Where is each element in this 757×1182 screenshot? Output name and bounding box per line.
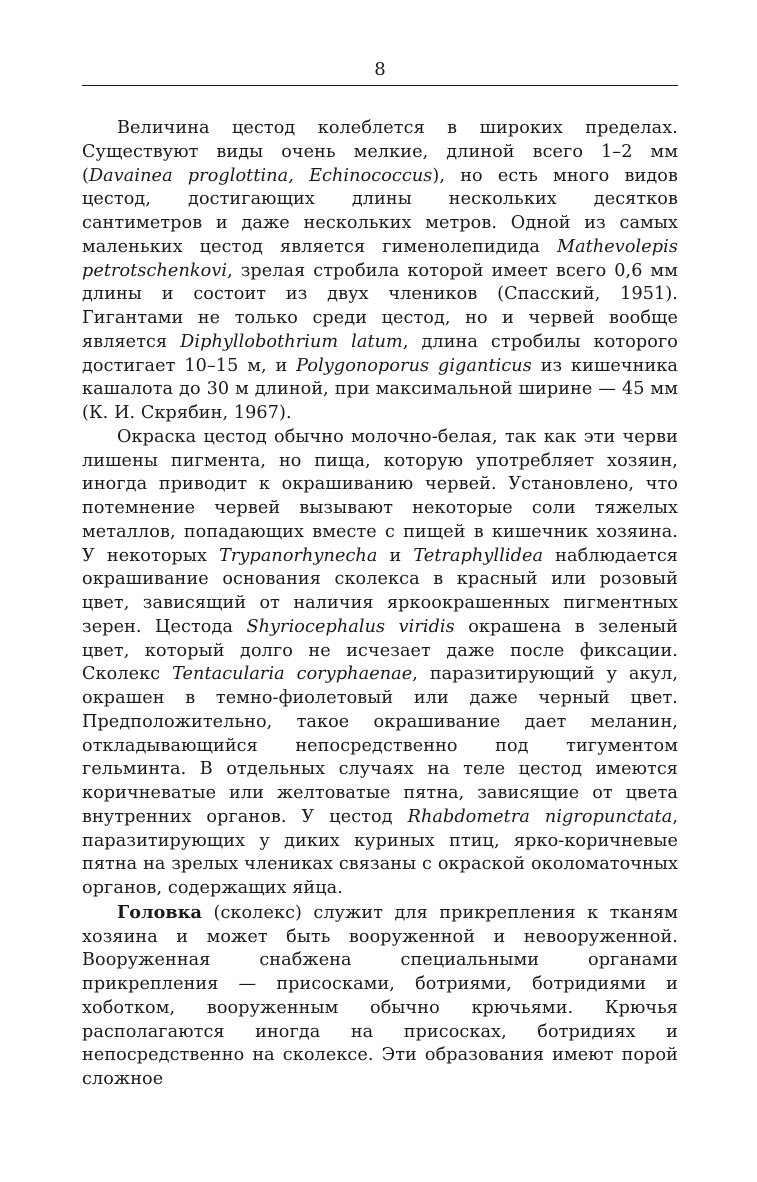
species-name: Rhabdometra nigropunctata [407,806,673,827]
species-name: Davainea proglottina, Echinococcus [88,165,433,186]
text-run: , длина стробилы которого достигает 10–15 м, и [82,331,678,376]
body-text [82,117,678,1092]
species-name: Diphyllobothrium latum [180,331,403,352]
text-run: Окраска цестод обычно молочно-белая, так как эти черви лишены пигмента, но пища, которую употребляет хозяин, иногда приводит к окрашиванию червей. Установлено, что потемнение червей вызывают некоторые соли тяжелых металлов, попадающих вместе с пищей в кишечник хозяина. У некоторых [82,426,678,566]
text-run: Величина цестод колеблется в широких пределах. Существуют виды очень мелкие, длиной всего 1–2 мм ( [82,118,678,186]
text-run: (сколекс) служит для прикрепления к тканям хозяина и может быть вооруженной и невооруженной. Вооруженная снабжена специальными органами прикрепления — присосками, ботриями, ботридиями и хоботком, вооруженным обычно крючьями. Крючья располагаются иногда на присосках, ботридиях и непосредственно на сколексе. Эти образования имеют порой сложное [82,902,678,1089]
header-rule [82,85,678,86]
text-run: наблюдается окрашивание основания сколекса в красный или розовый цвет, зависящий от наличия яркоокрашенных пигментных зерен. Цестода [82,545,679,637]
text-run: ), но есть много видов цестод, достигающих длины нескольких десятков сантиметров и даже нескольких метров. Одной из самых маленьких цестод является гименолепидида [82,165,678,257]
species-name: Trypanorhynecha [219,545,378,566]
paragraph-color [82,426,678,901]
species-name: Polygonoporus giganticus [296,355,532,376]
term-heading: Головка [117,901,203,923]
paragraph-scolex [82,901,678,1092]
species-name: Tentacularia coryphaenae [172,664,413,685]
page-number: 8 [374,59,386,80]
species-name: Mathevolepis petrotschenkovi [82,236,678,281]
species-name: Shyriocephalus viridis [246,616,455,637]
text-run: , паразитирующий у акул, окрашен в темно-фиолетовый или даже черный цвет. Предположительно, такое окрашивание дает меланин, откладывающийся непосредственно под тигументом гельминта. В отдельных случаях на теле цестод имеются коричневатые или желтоватые пятна, зависящие от цвета внутренних органов. У цестод [82,664,679,827]
text-run: , зрелая стробила которой имеет всего 0,6 мм длины и состоит из двух члеников (Спасский, 1951). Гигантами не только среди цестод, но и червей вообще является [82,260,678,352]
species-name: Tetraphyllidea [413,545,544,566]
paragraph-size [82,117,678,426]
text-run: окрашена в зеленый цвет, который долго не исчезает даже после фиксации. Сколекс [82,616,678,685]
text-run: и [377,545,414,566]
text-run: , паразитирующих у диких куриных птиц, ярко-коричневые пятна на зрелых члениках связаны с окраской околоматочных органов, содержащих яйца. [82,806,679,898]
text-run: из кишечника кашалота до 30 м длиной, при максимальной ширине — 45 мм (К. И. Скрябин, 1967). [82,355,679,423]
